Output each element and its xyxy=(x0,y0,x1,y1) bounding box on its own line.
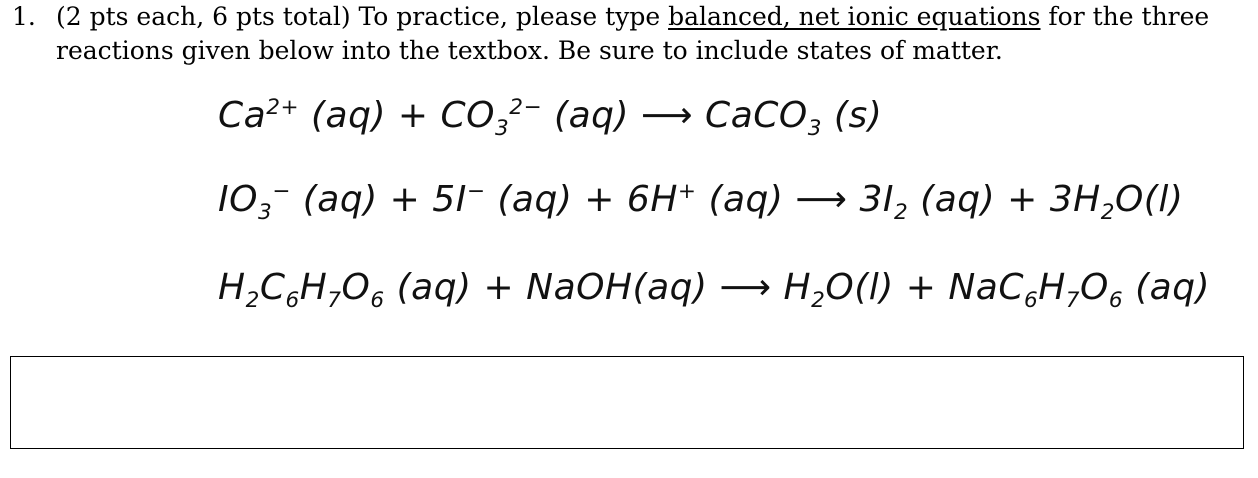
equation-2: $IO_3^-$ (aq) + 5I− (aq) + 6H+ (aq) ⟶ $3I_2$ $(aq) + 3H_2O(l)$ xyxy=(218,179,1184,226)
prompt-text-end: for the three reactions given below into the textbox. Be sure to include states of matter. xyxy=(56,2,1210,65)
prompt-text-start: (2 pts each, 6 pts total) To practice, please type xyxy=(56,2,669,31)
question-prompt xyxy=(56,0,1236,68)
equation-3: $H_2C_6H_7O_6$ (aq) + NaOH(aq) ⟶ $H_2O(l) + NaC_6H_7O_6$ (aq) xyxy=(218,267,1211,314)
prompt-underlined-text: balanced, net ionic equations xyxy=(668,2,1041,31)
question-number: 1. xyxy=(12,2,36,31)
equation-1: $Ca^{2+}$ $(aq) + CO_3^{2-}$ (aq) ⟶ CaCO$_3$ (s) xyxy=(218,95,883,142)
answer-textbox[interactable] xyxy=(10,356,1244,449)
handwritten-equations-image xyxy=(218,95,1211,355)
